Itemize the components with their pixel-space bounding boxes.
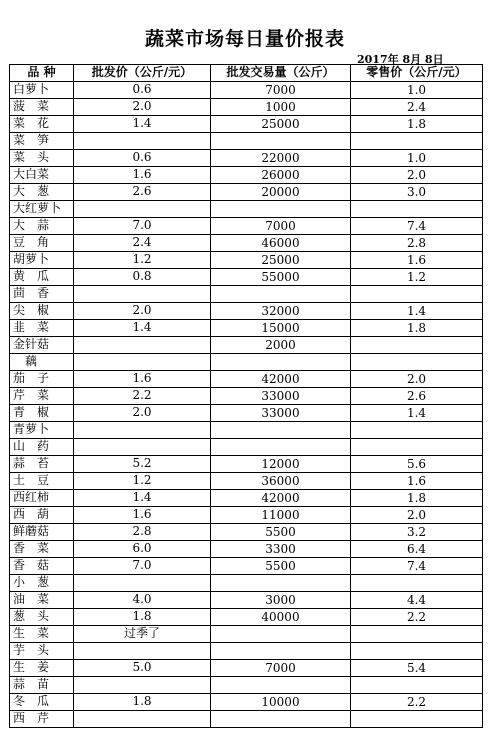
retail-price-cell: 1.8 [351,490,483,507]
wholesale-price-cell: 7.0 [74,558,211,575]
variety-cell: 生 菜 [10,626,74,643]
variety-cell: 尖 椒 [10,303,74,320]
table-row [10,592,483,609]
wholesale-price-cell: 1.6 [74,167,211,184]
wholesale-volume-cell: 12000 [211,456,351,473]
wholesale-volume-cell: 42000 [211,371,351,388]
table-row [10,337,483,354]
table-row [10,609,483,626]
price-table [9,64,483,728]
wholesale-volume-cell: 7000 [211,218,351,235]
table-row [10,218,483,235]
variety-cell: 生 姜 [10,660,74,677]
wholesale-volume-cell [211,677,351,694]
variety-cell: 青萝卜 [10,422,74,439]
table-row [10,252,483,269]
wholesale-price-cell: 2.6 [74,184,211,201]
wholesale-price-cell: 1.4 [74,116,211,133]
retail-price-cell: 2.2 [351,694,483,711]
table-row [10,286,483,303]
variety-cell: 蒜 苔 [10,456,74,473]
table-row [10,371,483,388]
wholesale-volume-cell: 2000 [211,337,351,354]
retail-price-cell [351,354,483,371]
variety-cell: 金针菇 [10,337,74,354]
retail-price-cell: 1.0 [351,150,483,167]
wholesale-price-cell: 1.6 [74,371,211,388]
variety-cell: 白萝卜 [10,82,74,99]
table-row [10,558,483,575]
table-row [10,507,483,524]
report-date: 2017年 8月 8日 [357,53,444,66]
wholesale-price-cell: 1.2 [74,473,211,490]
wholesale-price-cell: 2.0 [74,405,211,422]
wholesale-price-cell: 2.8 [74,524,211,541]
table-row [10,99,483,116]
wholesale-volume-cell: 10000 [211,694,351,711]
wholesale-volume-cell: 5500 [211,558,351,575]
wholesale-price-cell: 1.8 [74,609,211,626]
header-wholesale-price: 批发价（公斤/元） [74,65,211,82]
table-row [10,473,483,490]
variety-cell: 茴 香 [10,286,74,303]
retail-price-cell: 1.2 [351,269,483,286]
wholesale-price-cell [74,643,211,660]
wholesale-price-cell [74,337,211,354]
variety-cell: 油 菜 [10,592,74,609]
table-row [10,575,483,592]
retail-price-cell [351,337,483,354]
retail-price-cell [351,575,483,592]
wholesale-volume-cell: 46000 [211,235,351,252]
variety-cell: 黄 瓜 [10,269,74,286]
table-row [10,524,483,541]
report-title: 蔬菜市场每日量价报表 [144,28,345,50]
wholesale-price-cell: 2.4 [74,235,211,252]
table-row [10,184,483,201]
variety-cell: 茄 子 [10,371,74,388]
variety-cell: 鲜蘑菇 [10,524,74,541]
wholesale-volume-cell: 11000 [211,507,351,524]
retail-price-cell: 5.6 [351,456,483,473]
variety-cell: 西 芹 [10,711,74,728]
wholesale-price-cell: 0.8 [74,269,211,286]
wholesale-price-cell: 2.0 [74,303,211,320]
wholesale-volume-cell: 3000 [211,592,351,609]
table-row [10,660,483,677]
table-row [10,388,483,405]
table-header-row [10,65,483,82]
table-row [10,167,483,184]
wholesale-volume-cell: 33000 [211,405,351,422]
retail-price-cell [351,677,483,694]
variety-cell: 冬 瓜 [10,694,74,711]
variety-cell: 豆 角 [10,235,74,252]
retail-price-cell: 3.0 [351,184,483,201]
table-row [10,422,483,439]
wholesale-volume-cell: 3300 [211,541,351,558]
variety-cell: 香 菜 [10,541,74,558]
wholesale-price-cell: 5.2 [74,456,211,473]
variety-cell: 香 菇 [10,558,74,575]
table-row [10,303,483,320]
variety-cell: 菠 菜 [10,99,74,116]
variety-cell: 蒜 苗 [10,677,74,694]
retail-price-cell: 2.2 [351,609,483,626]
retail-price-cell [351,711,483,728]
wholesale-volume-cell [211,626,351,643]
retail-price-cell: 5.4 [351,660,483,677]
variety-cell: 韭 菜 [10,320,74,337]
table-row [10,320,483,337]
wholesale-price-cell: 1.8 [74,694,211,711]
wholesale-volume-cell: 7000 [211,82,351,99]
retail-price-cell: 2.6 [351,388,483,405]
wholesale-volume-cell [211,439,351,456]
variety-cell: 西 葫 [10,507,74,524]
table-row [10,269,483,286]
wholesale-volume-cell: 42000 [211,490,351,507]
retail-price-cell: 1.4 [351,405,483,422]
retail-price-cell: 1.6 [351,473,483,490]
table-row [10,201,483,218]
retail-price-cell: 1.0 [351,82,483,99]
wholesale-price-cell [74,422,211,439]
table-row [10,711,483,728]
wholesale-price-cell [74,354,211,371]
wholesale-volume-cell: 32000 [211,303,351,320]
wholesale-volume-cell [211,711,351,728]
header-variety: 品 种 [10,65,74,82]
wholesale-volume-cell: 55000 [211,269,351,286]
table-row [10,116,483,133]
wholesale-price-cell: 5.0 [74,660,211,677]
variety-cell: 大 蒜 [10,218,74,235]
wholesale-volume-cell: 40000 [211,609,351,626]
wholesale-volume-cell: 33000 [211,388,351,405]
retail-price-cell [351,201,483,218]
table-row [10,405,483,422]
wholesale-price-cell [74,286,211,303]
wholesale-price-cell: 0.6 [74,150,211,167]
table-row [10,439,483,456]
wholesale-volume-cell [211,133,351,150]
wholesale-volume-cell: 7000 [211,660,351,677]
variety-cell: 大红萝卜 [10,201,74,218]
variety-cell: 西红柿 [10,490,74,507]
wholesale-price-cell [74,201,211,218]
retail-price-cell: 3.2 [351,524,483,541]
retail-price-cell: 1.6 [351,252,483,269]
wholesale-price-cell [74,677,211,694]
wholesale-price-cell: 2.0 [74,99,211,116]
retail-price-cell [351,643,483,660]
wholesale-volume-cell [211,575,351,592]
table-row [10,150,483,167]
wholesale-price-cell: 1.6 [74,507,211,524]
wholesale-price-cell: 6.0 [74,541,211,558]
wholesale-price-cell [74,439,211,456]
variety-cell: 土 豆 [10,473,74,490]
retail-price-cell: 7.4 [351,558,483,575]
wholesale-volume-cell [211,286,351,303]
wholesale-volume-cell [211,201,351,218]
wholesale-price-cell: 2.2 [74,388,211,405]
retail-price-cell [351,439,483,456]
header-retail-price: 零售价（公斤/元） [351,65,483,82]
retail-price-cell: 1.8 [351,320,483,337]
table-row [10,541,483,558]
variety-cell: 山 药 [10,439,74,456]
retail-price-cell [351,626,483,643]
variety-cell: 菜 笋 [10,133,74,150]
wholesale-price-cell [74,711,211,728]
variety-cell: 小 葱 [10,575,74,592]
retail-price-cell [351,286,483,303]
table-body [10,82,483,728]
variety-cell: 菜 头 [10,150,74,167]
retail-price-cell: 2.8 [351,235,483,252]
wholesale-price-cell: 1.2 [74,252,211,269]
wholesale-volume-cell: 22000 [211,150,351,167]
variety-cell: 菜 花 [10,116,74,133]
wholesale-volume-cell [211,643,351,660]
wholesale-volume-cell: 25000 [211,252,351,269]
table-row [10,133,483,150]
table-row [10,490,483,507]
wholesale-price-cell [74,575,211,592]
retail-price-cell: 2.4 [351,99,483,116]
variety-cell: 芋 头 [10,643,74,660]
wholesale-price-cell: 0.6 [74,82,211,99]
table-row [10,694,483,711]
wholesale-volume-cell [211,354,351,371]
header-wholesale-volume: 批发交易量（公斤） [211,65,351,82]
wholesale-price-cell: 过季了 [74,626,211,643]
retail-price-cell [351,422,483,439]
table-row [10,626,483,643]
retail-price-cell: 2.0 [351,507,483,524]
table-row [10,643,483,660]
retail-price-cell: 2.0 [351,371,483,388]
wholesale-volume-cell: 26000 [211,167,351,184]
variety-cell: 胡萝卜 [10,252,74,269]
wholesale-volume-cell: 15000 [211,320,351,337]
wholesale-volume-cell [211,422,351,439]
retail-price-cell: 6.4 [351,541,483,558]
wholesale-volume-cell: 5500 [211,524,351,541]
retail-price-cell: 4.4 [351,592,483,609]
variety-cell: 葱 头 [10,609,74,626]
retail-price-cell: 7.4 [351,218,483,235]
variety-cell: 藕 [10,354,74,371]
retail-price-cell: 2.0 [351,167,483,184]
table-row [10,82,483,99]
table-row [10,235,483,252]
wholesale-volume-cell: 1000 [211,99,351,116]
table-row [10,354,483,371]
wholesale-price-cell: 1.4 [74,320,211,337]
retail-price-cell: 1.8 [351,116,483,133]
variety-cell: 大 葱 [10,184,74,201]
wholesale-price-cell: 7.0 [74,218,211,235]
variety-cell: 青 椒 [10,405,74,422]
retail-price-cell: 1.4 [351,303,483,320]
retail-price-cell [351,133,483,150]
table-row [10,456,483,473]
table-row [10,677,483,694]
variety-cell: 芹 菜 [10,388,74,405]
wholesale-price-cell [74,133,211,150]
wholesale-price-cell: 4.0 [74,592,211,609]
wholesale-volume-cell: 36000 [211,473,351,490]
variety-cell: 大白菜 [10,167,74,184]
wholesale-volume-cell: 20000 [211,184,351,201]
wholesale-price-cell: 1.4 [74,490,211,507]
wholesale-volume-cell: 25000 [211,116,351,133]
